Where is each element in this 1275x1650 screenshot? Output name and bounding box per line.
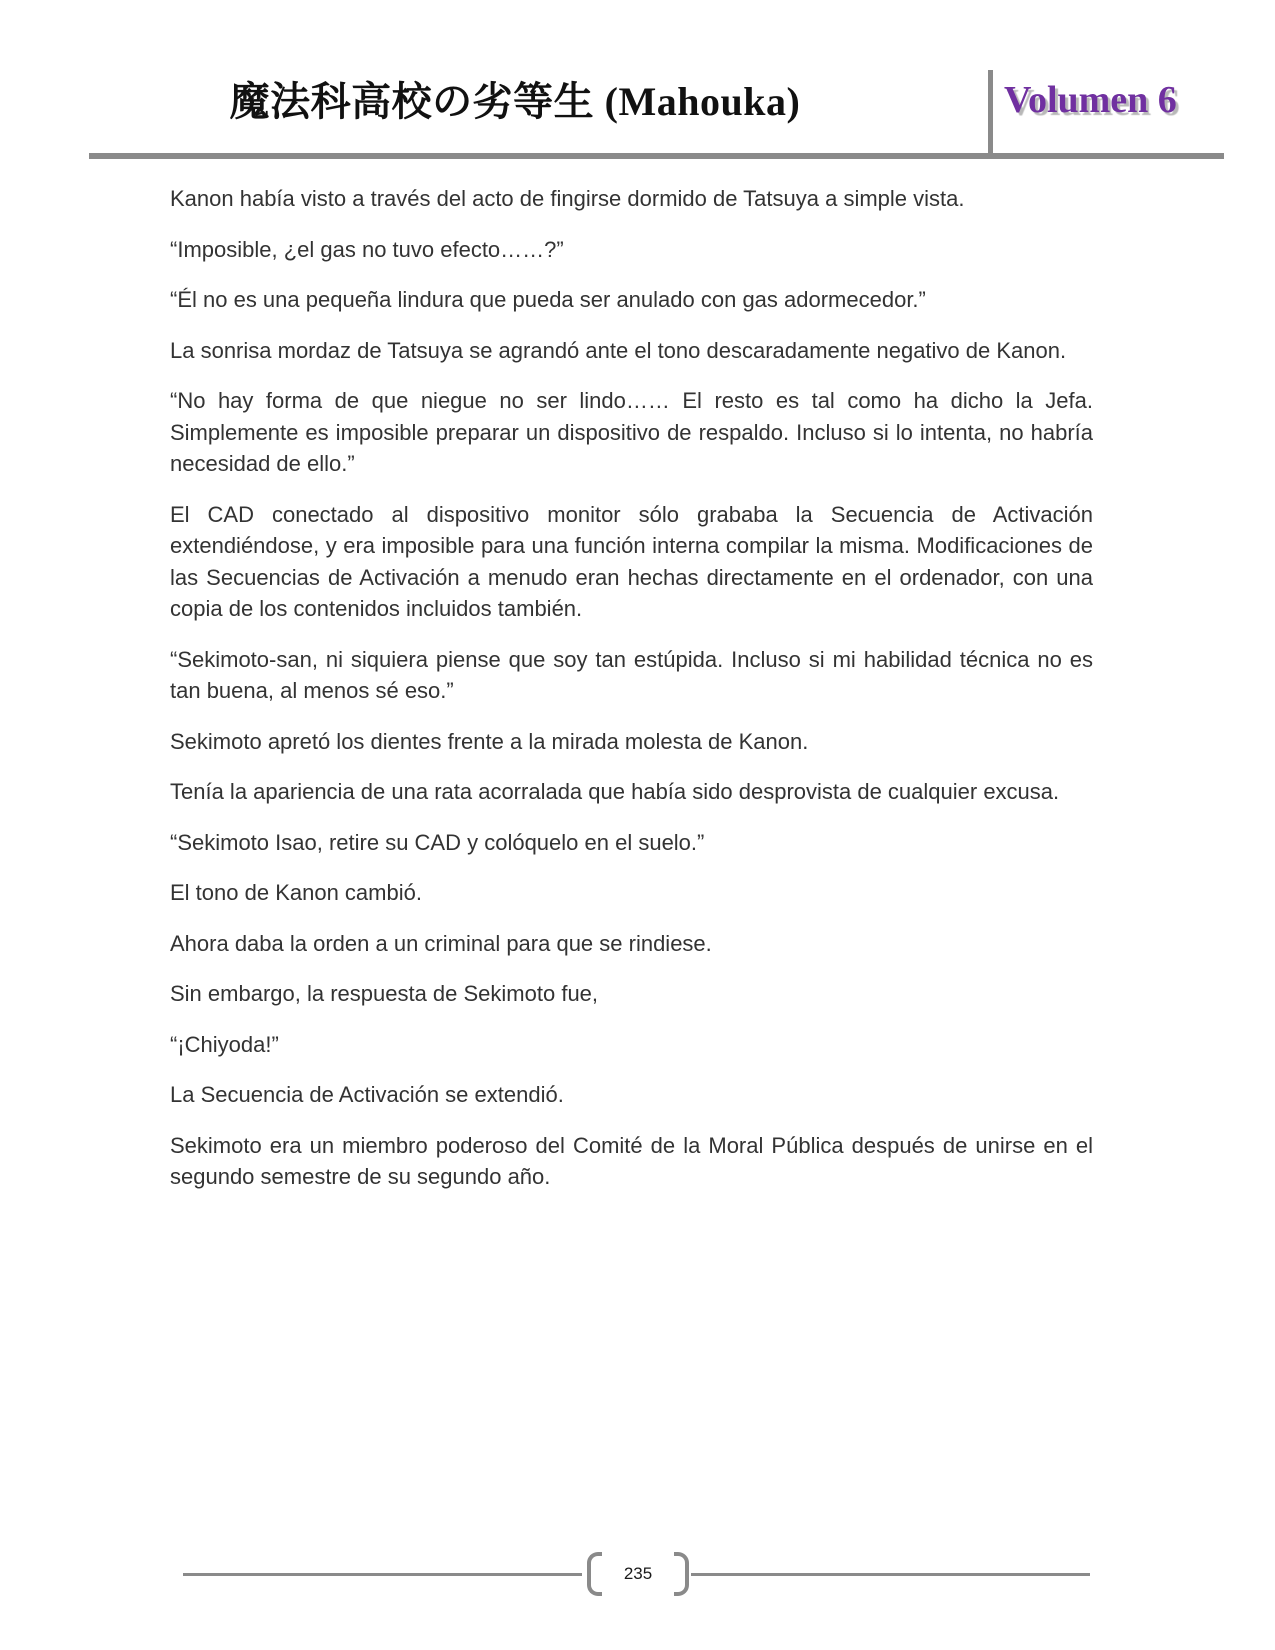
body-paragraph: “Imposible, ¿el gas no tuvo efecto……?” <box>170 236 564 262</box>
body-paragraph: El CAD conectado al dispositivo monitor sólo grababa la Secuencia de Activación extendiéndose, y era imposible para una función interna compilar la misma. Modificaciones de las Secuencias de Activación a menudo eran hechas directamente en el ordenador, con una copia de los contenidos incluidos también. <box>170 501 1093 621</box>
page-number: 235 <box>623 1564 653 1583</box>
body-paragraph: “Él no es una pequeña lindura que pueda ser anulado con gas adormecedor.” <box>170 287 926 312</box>
header-rule <box>89 153 1224 159</box>
volume-divider-bar <box>988 70 993 153</box>
page-number-bracket-left <box>587 1552 602 1596</box>
page-footer <box>183 1551 1090 1597</box>
footer-rule-left <box>183 1573 582 1576</box>
body-paragraph: La sonrisa mordaz de Tatsuya se agrandó ante el tono descaradamente negativo de Kanon. <box>170 337 1067 363</box>
body-paragraph: El tono de Kanon cambió. <box>170 880 422 905</box>
body-paragraph: Sin embargo, la respuesta de Sekimoto fue, <box>170 981 599 1006</box>
body-paragraph: “Sekimoto-san, ni siquiera piense que soy tan estúpida. Incluso si mi habilidad técnica no es tan buena, al menos sé eso.” <box>170 646 1093 703</box>
body-paragraph: “No hay forma de que niegue no ser lindo…… El resto es tal como ha dicho la Jefa. Simplemente es imposible preparar un dispositivo de respaldo. Incluso si lo intenta, no habría necesidad de ello.” <box>170 388 1093 476</box>
body-text <box>170 183 1093 1212</box>
body-paragraph: “¡Chiyoda!” <box>170 1031 279 1057</box>
body-paragraph: La Secuencia de Activación se extendió. <box>170 1082 564 1107</box>
page-number-bracket-right <box>674 1552 689 1596</box>
body-paragraph: Ahora daba la orden a un criminal para que se rindiese. <box>170 930 712 956</box>
body-paragraph: Sekimoto apretó los dientes frente a la mirada molesta de Kanon. <box>170 728 809 754</box>
body-paragraph: Sekimoto era un miembro poderoso del Comité de la Moral Pública después de unirse en el segundo semestre de su segundo año. <box>170 1132 1093 1189</box>
footer-rule-right <box>691 1573 1090 1576</box>
book-title: 魔法科高校の劣等生 (Mahouka) <box>229 79 801 124</box>
body-paragraph: Kanon había visto a través del acto de fingirse dormido de Tatsuya a simple vista. <box>170 186 965 211</box>
body-paragraph: “Sekimoto Isao, retire su CAD y colóquelo en el suelo.” <box>170 829 705 855</box>
volume-label: Volumen 6 <box>1004 79 1177 121</box>
body-paragraph: Tenía la apariencia de una rata acorralada que había sido desprovista de cualquier excusa. <box>170 779 1060 804</box>
